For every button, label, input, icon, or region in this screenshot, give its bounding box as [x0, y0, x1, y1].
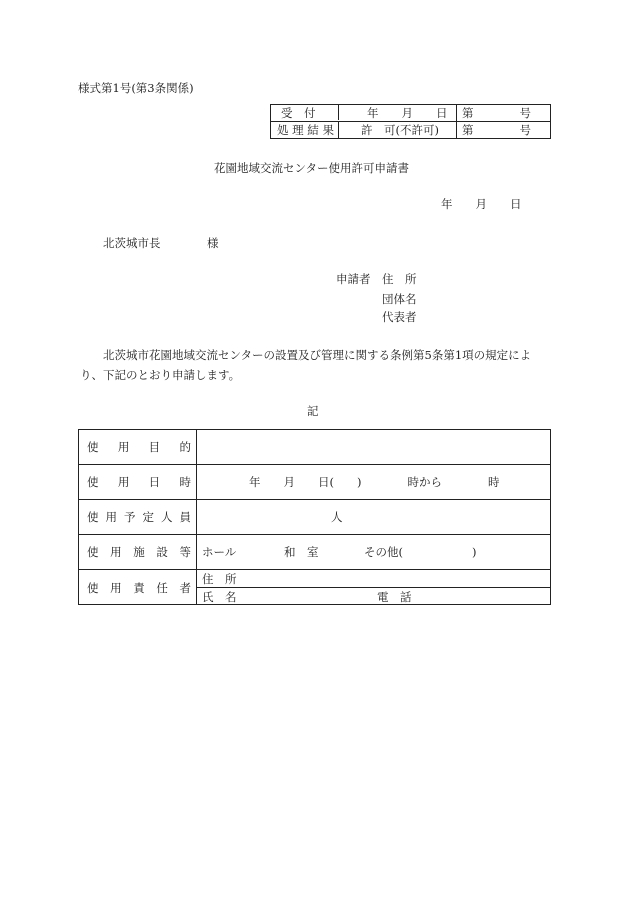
label-attendees: 使 用 予 定 人 員	[87, 510, 191, 524]
label-datetime: 使 用 日 時	[87, 475, 191, 489]
result-permission: 許 可(不許可)	[361, 123, 439, 137]
label-responsible: 使 用 責 任 者	[87, 580, 191, 595]
result-label: 処 理 結 果	[277, 123, 334, 137]
applicant-address-label: 住 所	[382, 272, 417, 286]
result-number: 第 号	[462, 123, 531, 137]
facility-other: その他( )	[364, 545, 477, 559]
applicant-label: 申請者	[336, 272, 371, 286]
label-purpose: 使 用 目 的	[87, 440, 191, 454]
facility-washitsu: 和 室	[284, 545, 319, 559]
label-facilities: 使 用 施 設 等	[87, 545, 191, 559]
applicant-group-label: 団体名	[382, 292, 417, 306]
receipt-date: 年 月 日	[367, 106, 448, 120]
receipt-col-divider-1-top	[338, 105, 339, 120]
date-line: 年 月 日	[441, 197, 522, 211]
datetime-value: 年 月 日( ) 時から 時	[249, 475, 500, 489]
application-table	[78, 429, 551, 605]
receipt-number: 第 号	[462, 106, 531, 120]
receipt-col-divider-1	[338, 122, 339, 138]
form-number: 様式第1号(第3条関係)	[78, 81, 194, 95]
responsible-name-label: 氏 名	[202, 590, 237, 604]
applicant-rep-label: 代表者	[382, 310, 417, 324]
document-title: 花園地域交流センター使用許可申請書	[214, 161, 410, 175]
table-subrow-divider	[196, 587, 550, 588]
addressee-honorific: 様	[207, 236, 219, 250]
table-col-divider	[196, 430, 197, 604]
body-text-line2: り、下記のとおり申請します。	[80, 368, 241, 382]
ki-heading: 記	[307, 404, 319, 418]
responsible-address-label: 住 所	[202, 572, 237, 586]
receipt-col-divider-2	[456, 105, 457, 138]
receipt-label: 受 付	[281, 106, 316, 120]
addressee-name: 北茨城市長	[103, 236, 161, 250]
receipt-box	[270, 104, 551, 139]
attendees-unit: 人	[331, 510, 343, 524]
facility-hall: ホール	[202, 545, 237, 559]
body-text-line1: 北茨城市花園地域交流センターの設置及び管理に関する条例第5条第1項の規定によ	[103, 348, 532, 362]
responsible-phone-label: 電 話	[377, 590, 412, 604]
